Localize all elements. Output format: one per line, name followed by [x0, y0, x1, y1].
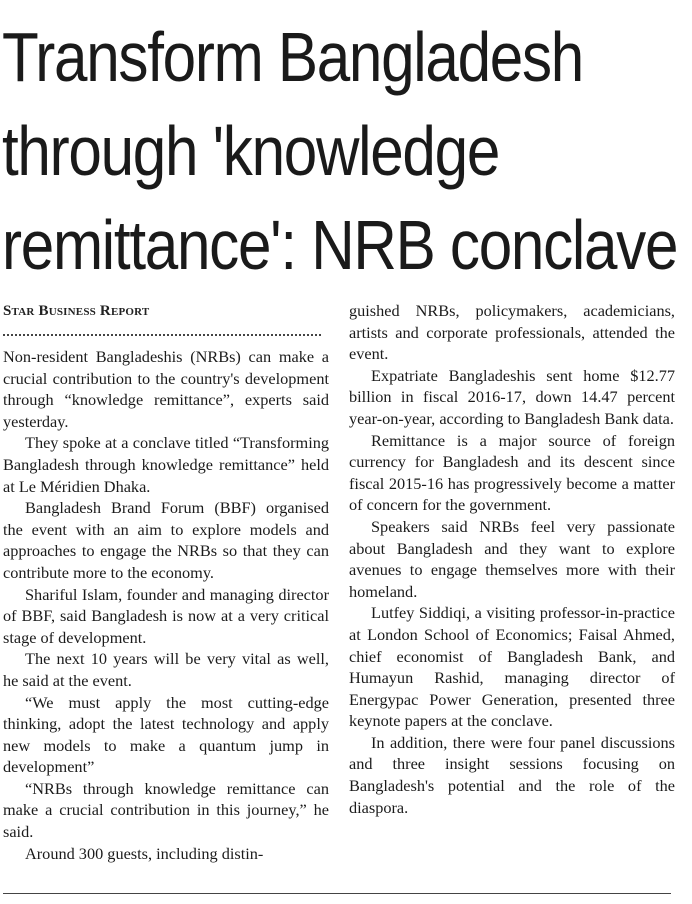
- paragraph: The next 10 years will be very vital as well, he said at the event.: [3, 649, 329, 690]
- paragraph: Remittance is a major source of foreign currency for Bangladesh and its descent since fiscal 2015-16 has progressively become a matter of concern for the government.: [349, 430, 675, 515]
- article-column-right: [349, 300, 675, 818]
- headline: [2, 10, 678, 292]
- headline-line-1: Transform Bangladesh: [2, 18, 583, 96]
- paragraph: Non-resident Bangladeshis (NRBs) can make a crucial contribution to the country's development through “knowledge remittance”, experts said yesterday.: [3, 347, 329, 431]
- headline-line-3: remittance': NRB conclave: [2, 206, 678, 284]
- paragraph: Speakers said NRBs feel very passionate about Bangladesh and they want to explore avenues to engage themselves more with their homeland.: [349, 516, 675, 601]
- bottom-rule: [3, 893, 671, 894]
- paragraph: “NRBs through knowledge remittance can make a crucial contribution in this journey,” he said.: [3, 778, 329, 842]
- paragraph: They spoke at a conclave titled “Transforming Bangladesh through knowledge remittance” held at Le Méridien Dhaka.: [3, 433, 329, 496]
- paragraph: guished NRBs, policymakers, academicians, artists and corporate professionals, attended the event.: [349, 301, 675, 364]
- paragraph: Expatriate Bangladeshis sent home $12.77 billion in fiscal 2016-17, down 14.47 percent year-on-year, according to Bangladesh Bank data.: [349, 365, 675, 428]
- paragraph: Bangladesh Brand Forum (BBF) organised the event with an aim to explore models and approaches to engage the NRBs so that they can contribute more to the economy.: [3, 498, 329, 582]
- byline: Star Business Report: [3, 303, 150, 319]
- paragraph: “We must apply the most cutting-edge thinking, adopt the latest technology and apply new models to make a quantum jump in development”: [3, 692, 329, 777]
- dotted-divider: [3, 324, 321, 336]
- paragraph: Lutfey Siddiqi, a visiting professor-in-practice at London School of Economics; Faisal Ahmed, chief economist of Bangladesh Bank, and Humayun Rashid, managing director of Energypac Power Generation, presented three keynote papers at the conclave.: [349, 603, 675, 731]
- article-column-left: [3, 300, 329, 864]
- paragraph: In addition, there were four panel discussions and three insight sessions focusing on Bangladesh's potential and the role of the diaspora.: [349, 732, 675, 817]
- paragraph: Around 300 guests, including distin-: [25, 843, 264, 863]
- paragraph: Shariful Islam, founder and managing director of BBF, said Bangladesh is now at a very critical stage of development.: [3, 584, 329, 647]
- headline-line-2: through 'knowledge: [2, 112, 500, 190]
